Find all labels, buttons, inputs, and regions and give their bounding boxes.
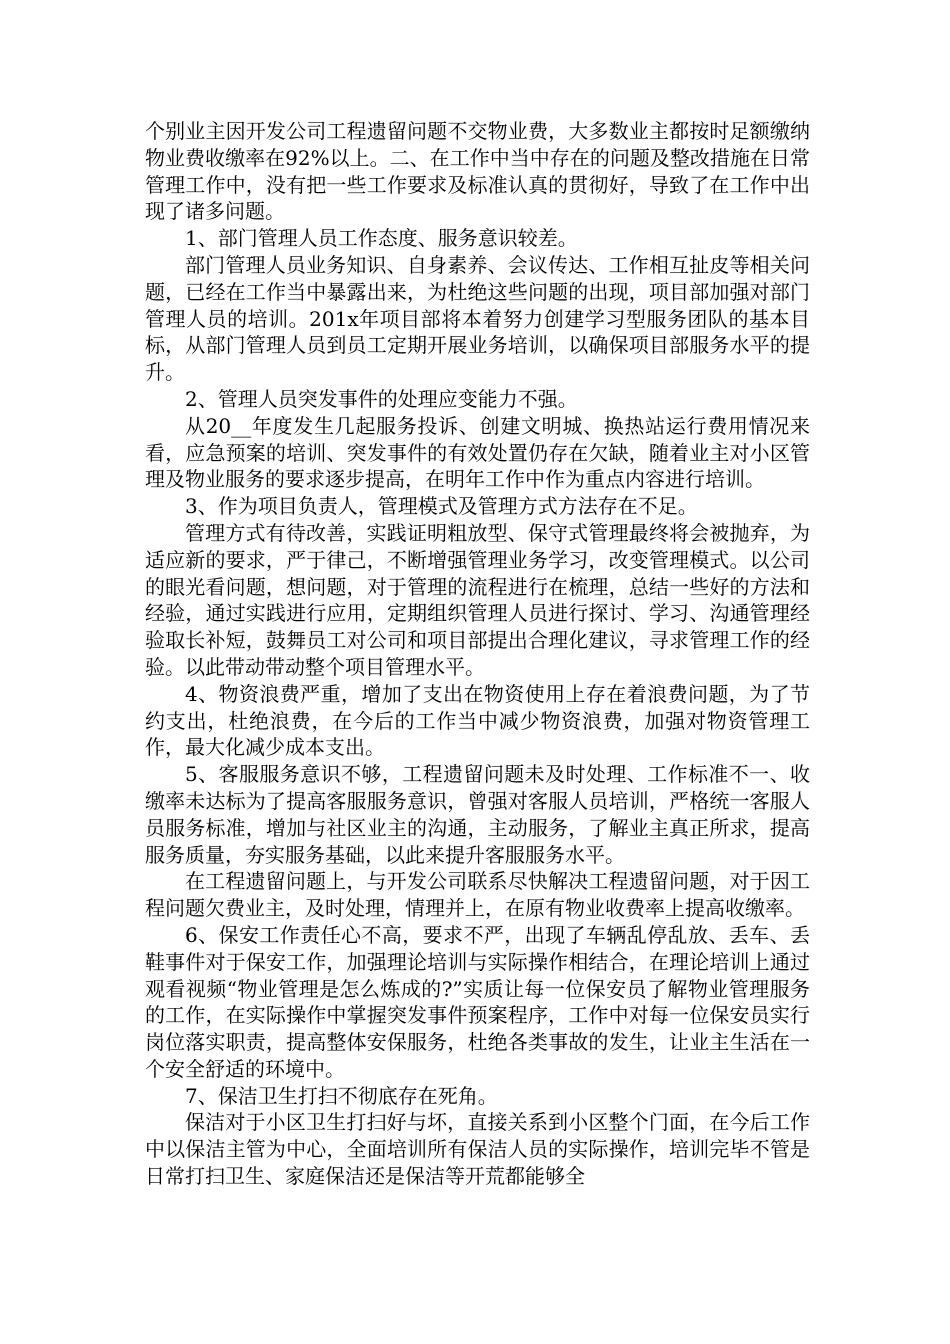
heading-item-7: 7、保洁卫生打扫不彻底存在死角。 bbox=[185, 1083, 498, 1108]
paragraph-item-1: 部门管理人员业务知识、自身素养、会议传达、工作相互扯皮等相关问题，已经在工作当中暴露出来，为杜绝这些问题的出现，项目部加强对部门管理人员的培训。201x年项目部将本着努力创建学习型服务团队的基本目标，从部门管理人员到员工定期开展业务培训，以确保项目部服务水平的提升。 bbox=[145, 252, 810, 385]
paragraph-intro: 个别业主因开发公司工程遗留问题不交物业费，大多数业主都按时足额缴纳物业费收缴率在92%以上。二、在工作中当中存在的问题及整改措施在日常管理工作中，没有把一些工作要求及标准认真的贯彻好，导致了在工作中出现了诸多问题。 bbox=[145, 119, 810, 224]
heading-item-2: 2、管理人员突发事件的处理应变能力不强。 bbox=[185, 386, 578, 411]
paragraph-item-5-followup: 在工程遗留问题上，与开发公司联系尽快解决工程遗留问题，对于因工程问题欠费业主，及时处理，情理并上，在原有物业收费率上提高收缴率。 bbox=[145, 869, 810, 921]
paragraph-item-4: 4、物资浪费严重，增加了支出在物资使用上存在着浪费问题，为了节约支出，杜绝浪费，在今后的工作当中减少物资浪费，加强对物资管理工作，最大化减少成本支出。 bbox=[145, 681, 810, 760]
paragraph-item-6: 6、保安工作责任心不高，要求不严，出现了车辆乱停乱放、丢车、丢鞋事件对于保安工作，加强理论培训与实际操作相结合，在理论培训上通过观看视频“物业管理是怎么炼成的?”实质让每一位保安员了解物业管理服务的工作，在实际操作中掌握突发事件预案程序，工作中对每一位保安员实行岗位落实职责，提高整体安保服务，杜绝各类事故的发生，让业主生活在一个安全舒适的环境中。 bbox=[145, 922, 810, 1081]
heading-item-1: 1、部门管理人员工作态度、服务意识较差。 bbox=[185, 226, 578, 251]
heading-item-3: 3、作为项目负责人，管理模式及管理方式方法存在不足。 bbox=[185, 494, 698, 519]
paragraph-item-7: 保洁对于小区卫生打扫好与坏，直接关系到小区整个门面，在今后工作中以保洁主管为中心，全面培训所有保洁人员的实际操作，培训完毕不管是日常打扫卫生、家庭保洁还是保洁等开荒都能够全 bbox=[145, 1110, 810, 1189]
paragraph-item-5: 5、客服服务意识不够，工程遗留问题未及时处理、工作标准不一、收缴率未达标为了提高客服服务意识，曾强对客服人员培训，严格统一客服人员服务标准，增加与社区业主的沟通，主动服务，了解业主真正所求，提高服务质量，夯实服务基础，以此来提升客服服务水平。 bbox=[145, 762, 810, 867]
paragraph-item-2: 从20__年度发生几起服务投诉、创建文明城、换热站运行费用情况来看，应急预案的培训、突发事件的有效处置仍存在欠缺，随着业主对小区管理及物业服务的要求逐步提高，在明年工作中作为重点内容进行培训。 bbox=[145, 413, 810, 492]
paragraph-item-3: 管理方式有待改善，实践证明粗放型、保守式管理最终将会被抛弃，为适应新的要求，严于律己，不断增强管理业务学习，改变管理模式。以公司的眼光看问题，想问题，对于管理的流程进行在梳理，总结一些好的方法和经验，通过实践进行应用，定期组织管理人员进行探讨、学习、沟通管理经验取长补短，鼓舞员工对公司和项目部提出合理化建议，寻求管理工作的经验。以此带动带动整个项目管理水平。 bbox=[145, 520, 810, 679]
document-page bbox=[145, 118, 810, 1190]
